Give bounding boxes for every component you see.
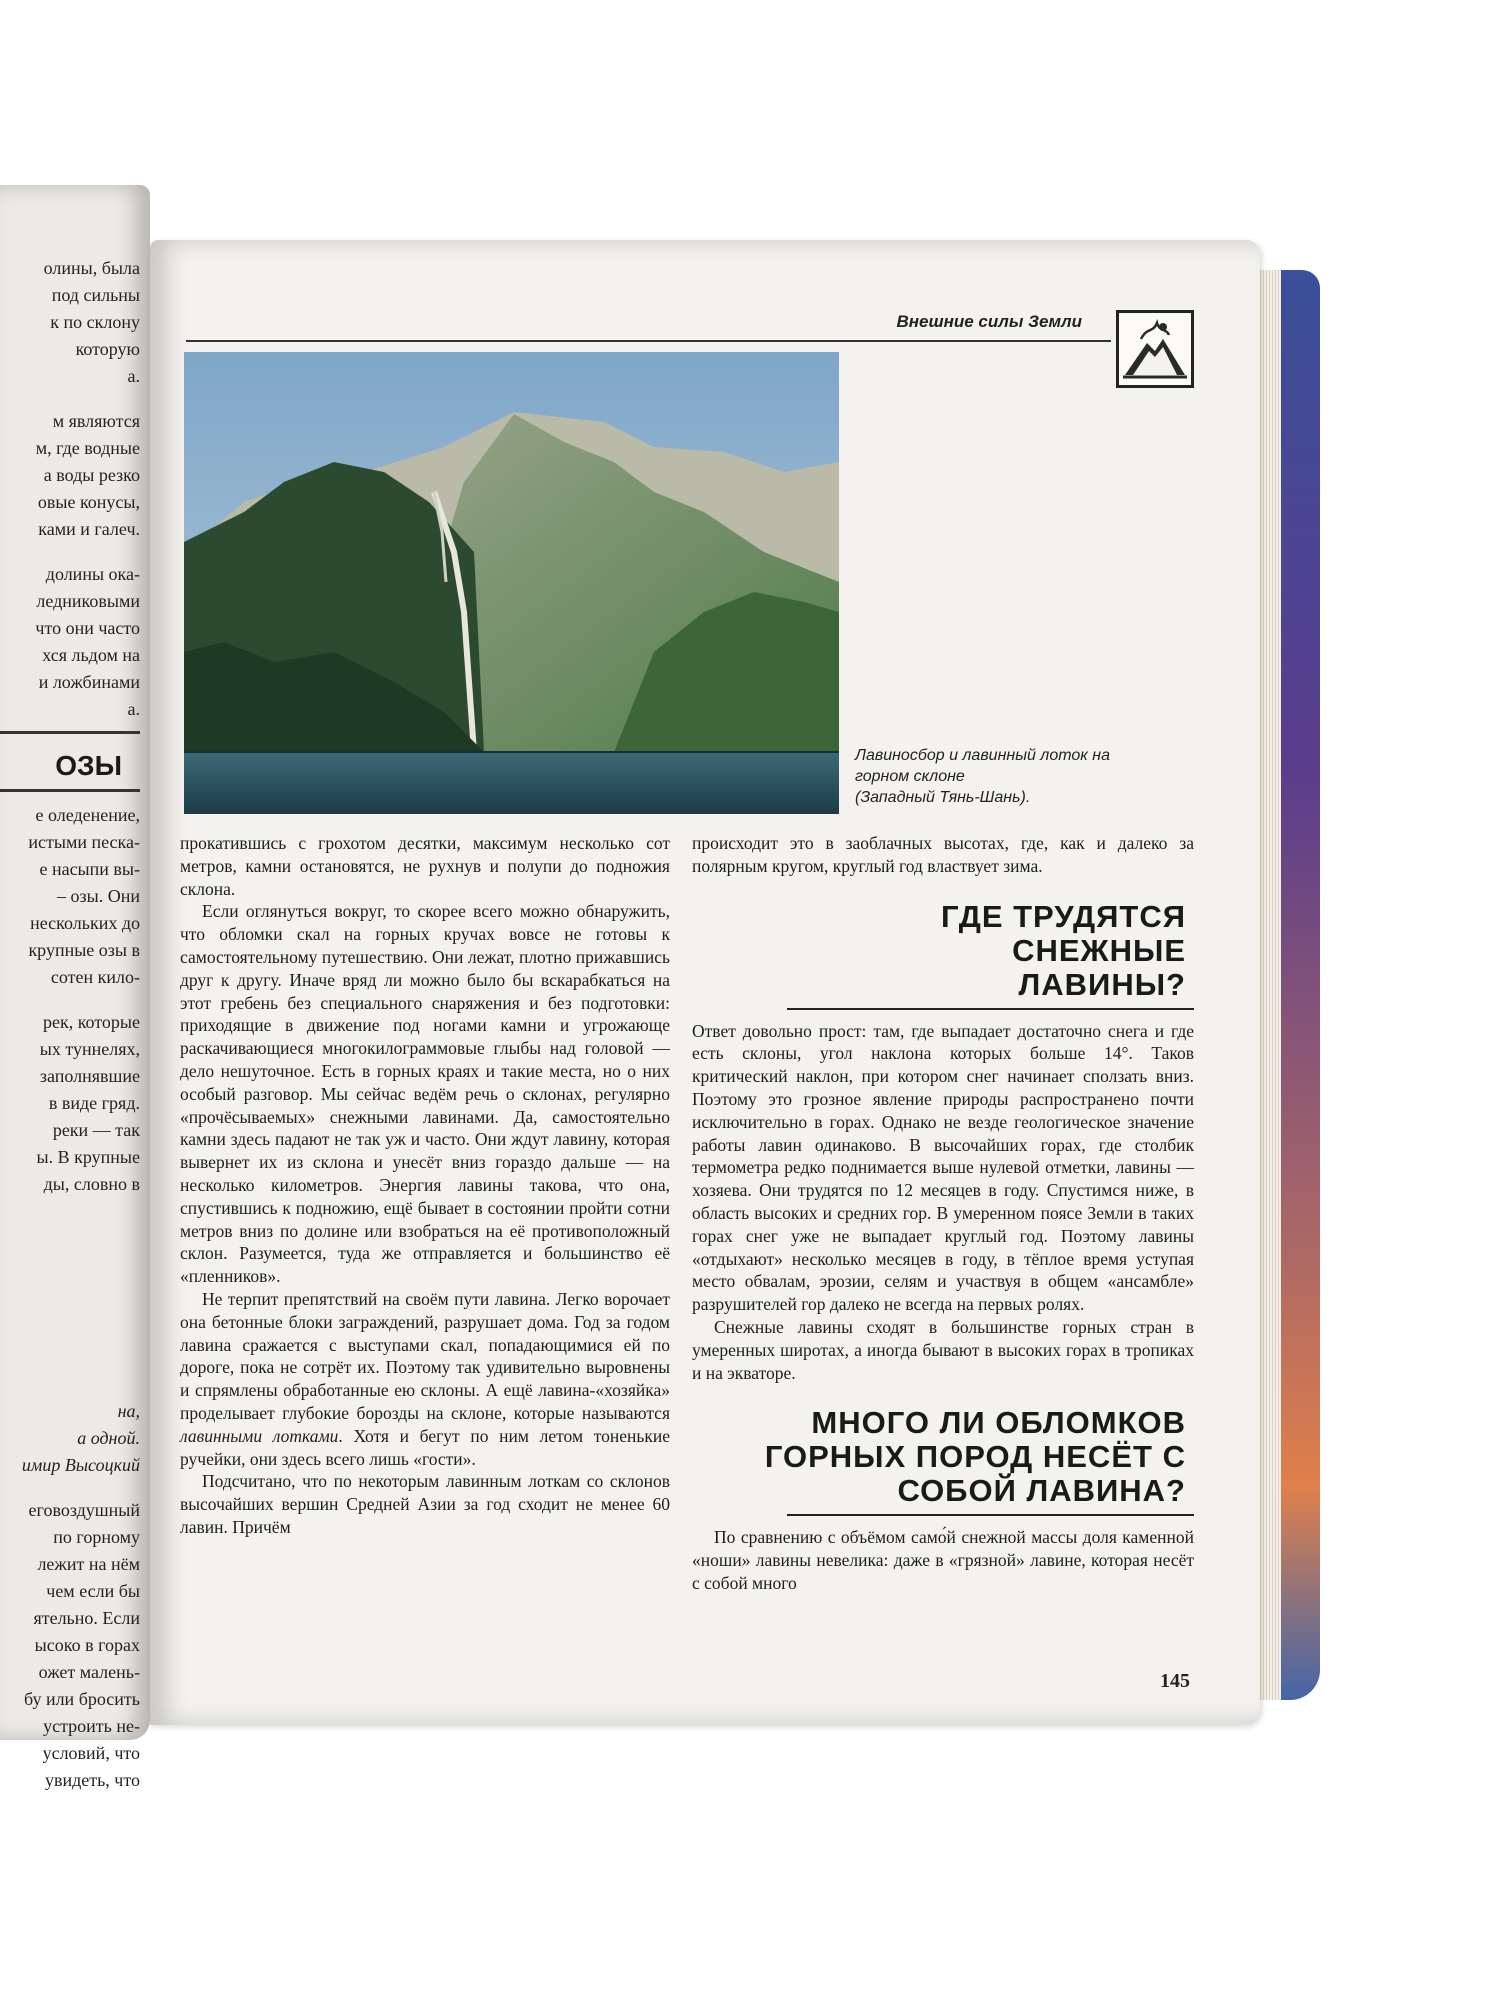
left-text-block: [0, 561, 140, 723]
left-text-line: лежит на нём: [37, 1554, 140, 1574]
left-text-line: ожет малень-: [38, 1662, 140, 1682]
left-text-line: овые конусы,: [37, 492, 140, 512]
left-page-text: [0, 255, 140, 1794]
left-text-line: ками и галеч.: [38, 519, 140, 539]
section-heading: ГДЕ ТРУДЯТСЯ СНЕЖНЫЕ ЛАВИНЫ?: [940, 898, 1186, 1002]
paragraph: Снежные лавины сходят в большинстве горных стран в умеренных широтах, а иногда бывают в высоких горах в тропиках и на экваторе.: [692, 1316, 1194, 1383]
header-rule: [186, 340, 1111, 342]
paragraph-text: Не терпит препятствий на своём пути лавина. Легко ворочает она бетонные блоки заграждений, разрушает дома. Год за годом лавина сражается с выступами скал, попадающимися ей по дороге, пока не сотрёт их. Поэтому так удивительно выровнены и спрямлены обработанные ею склоны. А ещё лавина-«хозяйка» проделывает глубокие борозды на склоне, которые называются: [180, 1288, 670, 1423]
left-text-line: ятельно. Если: [33, 1608, 140, 1628]
left-text-line: а.: [127, 699, 140, 719]
left-text-line: а воды резко: [43, 465, 140, 485]
paragraph: происходит это в заоблачных высотах, где, как и далеко за полярным кругом, круглый год властвует зима.: [692, 833, 1194, 876]
left-text-line: условий, что: [42, 1743, 140, 1763]
left-text-block: [0, 1497, 140, 1794]
left-text-line: под сильны: [51, 285, 140, 305]
left-text-line: м являются: [52, 411, 140, 431]
left-text-line: е оледенение,: [35, 805, 140, 825]
left-text-line: которую: [75, 339, 140, 359]
left-text-line: бу или бросить: [23, 1689, 140, 1709]
page-number: 145: [1160, 1670, 1190, 1692]
left-text-block: [0, 1009, 140, 1198]
volcano-emblem-icon: [1116, 310, 1194, 388]
left-text-line: а.: [127, 366, 140, 386]
caption-line: (Западный Тянь-Шань).: [855, 789, 1031, 806]
text-column-1: [180, 832, 670, 1539]
left-text-line: олины, была: [43, 258, 140, 278]
left-text-line: ы. В крупные: [36, 1147, 140, 1167]
left-text-line: увидеть, что: [44, 1770, 140, 1790]
text-column-2: [692, 832, 1194, 1595]
left-text-line: и ложбинами: [38, 672, 140, 692]
paragraph: Ответ довольно прост: там, где выпадает достаточно снега и где есть склоны, угол наклона которых больше 14°. Таков критический наклон, при котором снег начинает сползать вниз. Поэтому это грозное явление природы распространено почти исключительно в горах. Однако не везде геологическое значение работы лавин одинаково. В высочайших горах, где столбик термометра редко поднимается выше нулевой отметки, лавины — хозяева. Они трудятся по 12 месяцев в году. Спустимся ниже, в область высоких и средних гор. В умеренном поясе Земли в таких горах снег уже не выпадает круглый год. Поэтому лавины «отдыхают» несколько месяцев в году, в тёплое время уступая место обвалам, эрозии, селям и участвуя в общем «ансамбле» разрушителей гор далеко не всегда на первых ролях.: [692, 1020, 1194, 1315]
mountain-photo: [184, 352, 839, 814]
left-text-block: [0, 1398, 140, 1479]
left-text-line: имир Высоцкий: [21, 1455, 140, 1475]
book-page: [150, 240, 1260, 1725]
left-page: [0, 185, 150, 1790]
left-text-block: [0, 802, 140, 991]
caption-line: горном склоне: [855, 768, 965, 785]
left-text-line: нескольких до: [30, 913, 140, 933]
running-header: Внешние силы Земли: [896, 312, 1082, 331]
left-text-line: крупные озы в: [28, 940, 140, 960]
left-text-line: к по склону: [50, 312, 140, 332]
paragraph: Подсчитано, что по некоторым лавинным лоткам со склонов высочайших вершин Средней Азии за год сходит не менее 60 лавин. Причём: [180, 1471, 670, 1537]
left-text-line: рек, которые: [42, 1012, 140, 1032]
left-text-block: [0, 408, 140, 543]
left-text-line: ледниковыми: [36, 591, 140, 611]
paragraph-text: . Хотя и бегут по ним летом тоненькие ручейки, они здесь всего лишь «гости».: [180, 1425, 670, 1469]
paragraph: прокатившись с грохотом десятки, максимум несколько сот метров, камни остановятся, не рухнув и полупи до подножия склона.: [180, 833, 670, 899]
left-text-block: [0, 255, 140, 390]
left-text-line: е насыпи вы-: [39, 859, 140, 879]
left-text-line: – озы. Они: [57, 886, 140, 906]
left-text-line: хся льдом на: [42, 645, 140, 665]
left-text-line: ых туннелях,: [39, 1039, 140, 1059]
paragraph: Если оглянуться вокруг, то скорее всего можно обнаружить, что обломки скал на горных кручах вовсе не готовы к самостоятельному путешествию. Они лежат, плотно прижавшись друг к другу. Иначе вряд ли можно было бы вскарабкаться на этот гребень без специального снаряжения и без подготовки: приходящие в движение под ногами камни и угрожающе раскачивающиеся многокилограммовые глыбы над головой — дело нешуточное. Есть в горных краях и такие места, но о них особый разговор. Мы сейчас ведём речь о склонах, регулярно «прочёсываемых» снежными лавинами. Да, самостоятельно камни здесь падают не так уж и часто. Они ждут лавину, которая вывернет их из склона и унесёт вниз гораздо дальше — на несколько километров. Энергия лавины такова, что она, спустившись к подножию, ещё бывает в состоянии пройти сотни метров вниз по долине или взобраться на её противоположный склон. Разумеется, туда же отправляется и большинство её «пленников».: [180, 901, 670, 1287]
left-heading-rule: [0, 731, 140, 734]
caption-line: Лавиносбор и лавинный лоток на: [855, 747, 1110, 764]
left-text-line: в виде гряд.: [48, 1093, 140, 1113]
left-text-line: реки — так: [52, 1120, 140, 1140]
left-heading-rule-bottom: [0, 789, 140, 792]
left-text-line: истыми песка-: [28, 832, 140, 852]
section-heading: МНОГО ЛИ ОБЛОМКОВ ГОРНЫХ ПОРОД НЕСЁТ С СОБОЙ ЛАВИНА?: [764, 1405, 1186, 1509]
left-text-line: на,: [117, 1401, 140, 1421]
section-rule: [787, 1514, 1194, 1516]
left-text-line: устроить не-: [43, 1716, 140, 1736]
left-heading: ОЗЫ: [55, 750, 122, 781]
left-text-line: еговоздушный: [28, 1500, 140, 1520]
section-rule: [787, 1008, 1194, 1010]
left-text-line: м, где водные: [35, 438, 140, 458]
left-text-line: чем если бы: [46, 1581, 140, 1601]
left-text-line: по горному: [53, 1527, 140, 1547]
photo-caption: [855, 745, 1155, 808]
left-text-line: что они часто: [35, 618, 140, 638]
left-text-line: долины ока-: [45, 564, 140, 584]
term-italic: лавинными лотками: [180, 1425, 339, 1446]
left-text-line: заполнявшие: [39, 1066, 140, 1086]
left-text-line: а одной.: [77, 1428, 140, 1448]
left-text-line: сотен кило-: [50, 967, 140, 987]
left-text-line: ды, словно в: [43, 1174, 140, 1194]
left-text-line: ысоко в горах: [34, 1635, 140, 1655]
paragraph: [180, 1288, 670, 1470]
paragraph: По сравнению с объёмом само́й снежной массы доля каменной «ноши» лавины невелика: даже в «грязной» лавине, которая несёт с собой много: [692, 1527, 1194, 1593]
